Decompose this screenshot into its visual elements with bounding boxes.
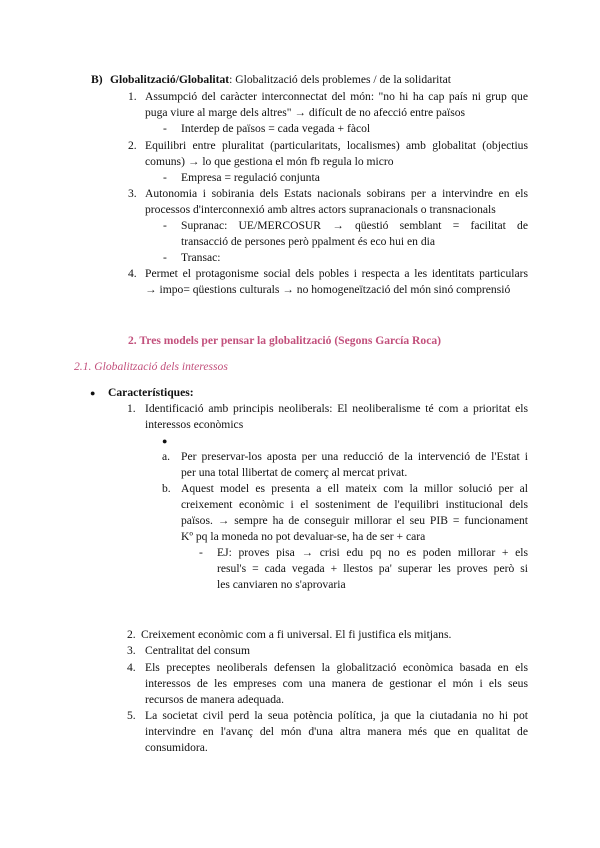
sub-item-text: Interdep de països = cada vegada + fàcol — [181, 122, 371, 135]
list-item-text: → impo= qüestions culturals → no homogeneïtzació del món sinó comprensió — [145, 283, 511, 296]
list-item-text: Identificació amb principis neoliberals: El neoliberalisme té com a prioritat els — [145, 402, 528, 415]
dash-marker: - — [163, 171, 167, 184]
list-item-text: puga viure al marge dels altres" → difícult de no afecció entre països — [145, 106, 466, 119]
dash-marker: - — [163, 122, 167, 135]
list-item-text: per una total llibertat de comerç al mercat privat. — [181, 466, 408, 479]
list-item-text: Centralitat del consum — [145, 644, 250, 657]
list-item-text: Assumpció del caràcter interconnectat del món: "no hi ha cap país ni grup que — [145, 90, 528, 103]
list-item-text: interessos de les empreses com una manera de gestionar el món i els seus — [145, 677, 528, 690]
list-item-text: consumidora. — [145, 741, 208, 754]
letter-marker: b. — [162, 482, 171, 495]
dash-marker: - — [163, 219, 167, 232]
empty-bullet-icon: ● — [162, 436, 168, 446]
section-b-subtitle: : Globalització dels problemes / de la solidaritat — [229, 73, 451, 86]
sub-item-text: resul's = cada vegada + llestos pa' superar les proves però si — [217, 562, 528, 575]
list-item-text: Kº pq la moneda no pot devaluar-se, ha de ser + cara — [181, 530, 426, 543]
list-item-text: Equilibri entre pluralitat (particularitats, localismes) amb globalitat (objectius — [145, 139, 528, 152]
list-number: 4. — [128, 267, 137, 280]
list-item-text: Permet el protagonisme social dels pobles i respecta a les identitats particulars — [145, 267, 528, 280]
bullet-icon: ● — [90, 388, 96, 398]
section-2-heading: 2. Tres models per pensar la globalització (Segons García Roca) — [128, 334, 442, 347]
list-item-text: creixement econòmic i el sosteniment de l'equilibri institucional dels — [181, 498, 528, 511]
list-item-text: intervindre en l'avanç del món d'una altra manera més que en qualitat de — [145, 725, 528, 738]
list-item-text: països. → sempre ha de conseguir millorar el seu PIB = funcionament — [181, 514, 528, 527]
list-number: 3. — [128, 187, 137, 200]
sub-item-text: transacció de persones però ppalment és eco hui en dia — [181, 235, 435, 248]
list-number: 1. — [128, 90, 137, 103]
sub-item-text: Transac: — [181, 251, 221, 264]
sub-item-text: les canviaren no s'aprovaria — [217, 578, 346, 591]
sub-item-text: Supranac: UE/MERCOSUR → qüestió semblant = facilitat de — [181, 219, 528, 232]
dash-marker: - — [199, 546, 203, 559]
section-b-marker: B) — [91, 73, 103, 86]
list-number: 3. — [127, 644, 136, 657]
list-item-text: Per preservar-los aposta per una reducció de la intervenció de l'Estat i — [181, 450, 528, 463]
section-b-heading — [110, 72, 451, 88]
list-item-text: Els preceptes neoliberals defensen la globalització econòmica basada en els — [145, 661, 528, 674]
list-number: 5. — [127, 709, 136, 722]
list-item-text: processos d'interconnexió amb altres actors supranacionals o transnacionals — [145, 203, 496, 216]
sub-item-text: Empresa = regulació conjunta — [181, 171, 320, 184]
list-number: 1. — [127, 402, 136, 415]
list-number: 2. — [128, 139, 137, 152]
list-number: 4. — [127, 661, 136, 674]
list-number: 2. — [127, 628, 136, 641]
list-item-text: Creixement econòmic com a fi universal. El fi justifica els mitjans. — [141, 628, 452, 641]
features-title: Característiques: — [108, 386, 194, 399]
list-item-text: La societat civil perd la seua potència política, ja que la ciutadania no hi pot — [145, 709, 528, 722]
list-item-text: recursos de manera adequada. — [145, 693, 285, 706]
list-item-text: Aquest model es presenta a ell mateix com la millor solució per al — [181, 482, 528, 495]
list-item-text: interessos econòmics — [145, 418, 244, 431]
letter-marker: a. — [162, 450, 171, 463]
list-item-text: Autonomia i sobirania dels Estats nacionals sobirans per a intervindre en els — [145, 187, 528, 200]
section-b-title: Globalització/Globalitat — [110, 73, 230, 86]
list-item-text: comuns) → lo que gestiona el món fb regula lo micro — [145, 155, 394, 168]
sub-item-text: EJ: proves pisa → crisi edu pq no es poden millorar + els — [217, 546, 528, 559]
dash-marker: - — [163, 251, 167, 264]
subsection-heading: 2.1. Globalització dels interessos — [74, 360, 228, 373]
